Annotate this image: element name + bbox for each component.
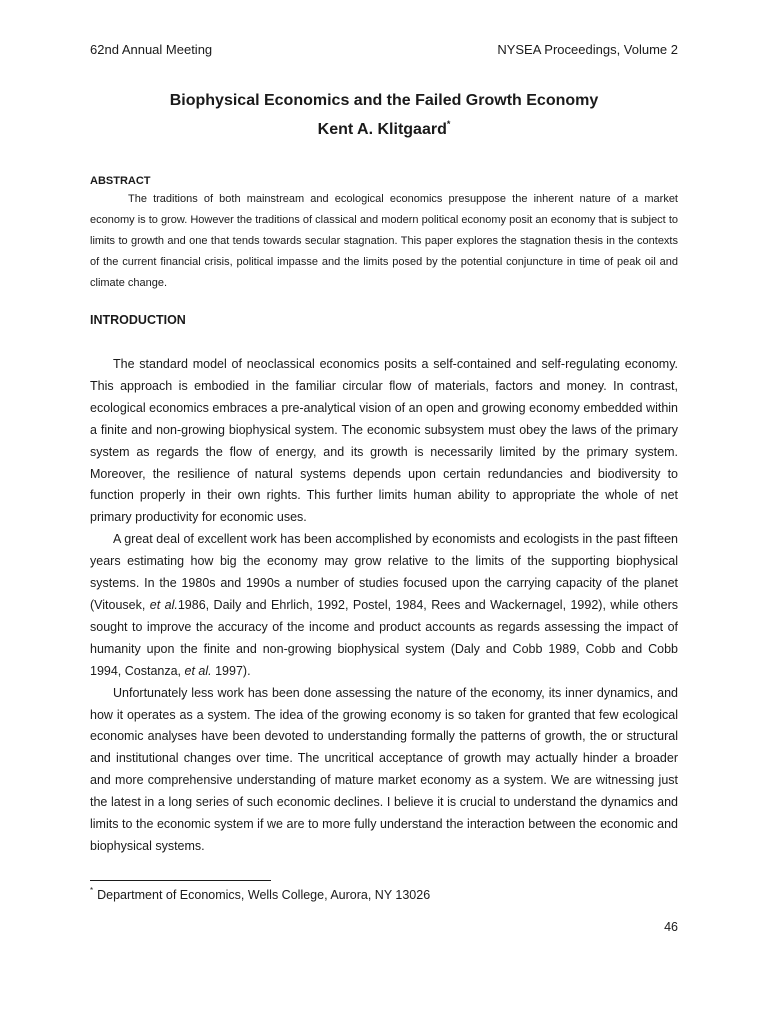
header-proceedings: NYSEA Proceedings, Volume 2 (497, 42, 678, 57)
author-footnote-marker: * (446, 119, 451, 129)
paragraph-3: Unfortunately less work has been done assessing the nature of the economy, its inner dynamics, and how it operates as a system. The idea of the growing economy is so taken for granted that few ecological economic analyses have been devoted to understanding formally the patterns of growth, the or structural and institutional changes over time. The uncritical acceptance of growth may actually hinder a broader and more comprehensive understanding of mature market economy as a system. We are witnessing just the latest in a long series of such economic declines. I believe it is crucial to understand the dynamics and limits to the economic system if we are to more fully understand the interaction between the economic and biophysical systems. (90, 685, 678, 853)
footnote (90, 888, 430, 902)
citation-et-al: et al. (149, 597, 178, 612)
footnote-text: Department of Economics, Wells College, Aurora, NY 13026 (97, 888, 431, 902)
paragraph-2 (90, 529, 678, 682)
paragraph-2-part-2: 1986, Daily and Ehrlich, 1992, Postel, 1984, Rees and Wackernagel, 1992), while others sought to improve the accuracy of the income and product accounts as regards assessing the impact of humanity upon the finite and non-growing biophysical system (Daly and Cobb 1989, Cobb and Cobb 1994, Costanza, (90, 597, 678, 678)
abstract-heading: ABSTRACT (90, 175, 151, 187)
paragraph-2-part-1: A great deal of excellent work has been accomplished by economists and ecologists in the past fifteen years estimating how big the economy may grow relative to the limits of the supporting biophysical systems. In the 1980s and 1990s a number of studies focused upon the carrying capacity of the planet (Vitousek, (90, 532, 678, 612)
paragraph-2-part-3: 1997). (211, 663, 251, 678)
citation-et-al: et al. (184, 663, 212, 678)
paper-title: Biophysical Economics and the Failed Growth Economy (169, 92, 599, 109)
author-line (90, 121, 678, 139)
author-name: Kent A. Klitgaard (317, 121, 447, 138)
page-number: 46 (664, 920, 678, 934)
footnote-separator (90, 880, 271, 881)
introduction-heading: INTRODUCTION (90, 313, 186, 327)
paragraph-1: The standard model of neoclassical economics posits a self-contained and self-regulating economy. This approach is embodied in the familiar circular flow of materials, factors and money. In contrast, ecological economics embraces a pre-analytical vision of an open and growing economy embedded within a finite and non-growing biophysical system. The economic subsystem must obey the laws of the primary system as regards the flow of energy, and its growth is necessarily limited by the primary system. Moreover, the resilience of natural systems depends upon certain redundancies and biodiversity to function properly in their own rights. This further limits human ability to appropriate the whole of net primary productivity for economic uses. (90, 357, 678, 525)
introduction-body (90, 354, 678, 858)
abstract-text: The traditions of both mainstream and ecological economics presuppose the inherent nature of a market economy is to grow. However the traditions of classical and modern political economy posit an economy that is subject to limits to growth and one that tends towards secular stagnation. This paper explores the stagnation thesis in the contexts of the current financial crisis, political impasse and the limits posed by the potential conjuncture in time of peak oil and climate change. (90, 193, 678, 289)
running-header (90, 42, 678, 57)
footnote-marker: * (90, 886, 94, 895)
header-meeting: 62nd Annual Meeting (90, 42, 213, 57)
